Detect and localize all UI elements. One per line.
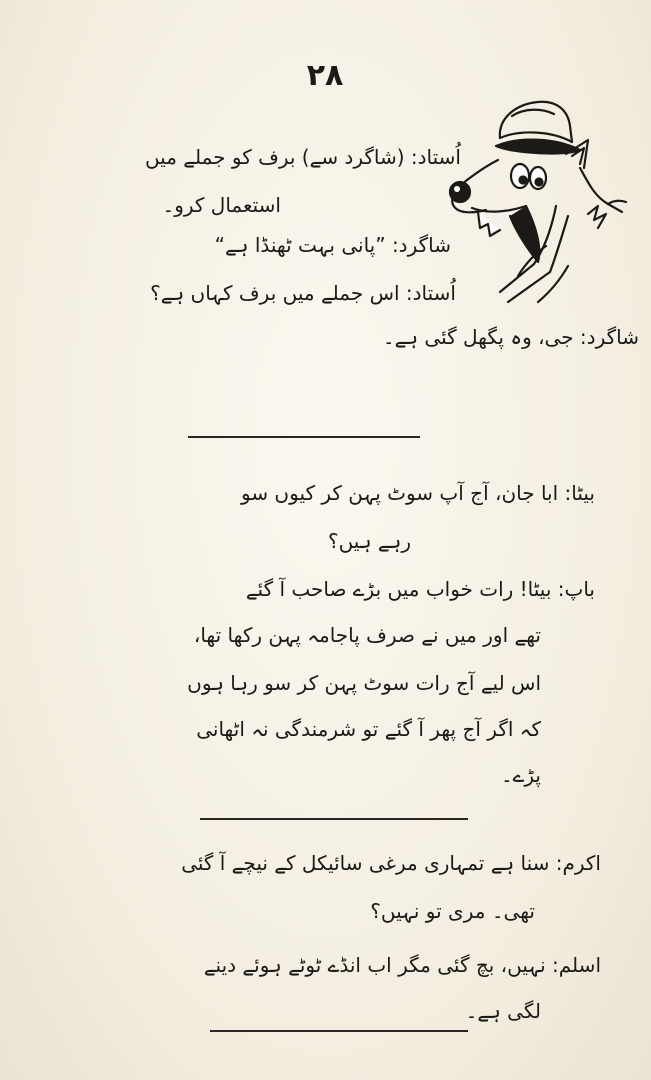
joke-1-line-4: اُستاد: اس جملے میں برف کہاں ہے؟ [150,281,456,305]
joke-3-line-1: اکرم: سنا ہے تمہاری مرغی سائیکل کے نیچے آ گئی [181,851,601,875]
joke-3-line-2: تھی۔ مری تو نہیں؟ [370,899,535,923]
joke-2-line-7: پڑے۔ [500,763,541,787]
divider-1 [188,436,420,438]
joke-2-line-5: اس لیے آج رات سوٹ پہن کر سو رہا ہوں [187,671,541,695]
joke-2-line-1: بیٹا: ابا جان، آج آپ سوٹ پہن کر کیوں سو [240,481,595,505]
page-number: ۲۸ [306,58,344,93]
joke-3-line-3: اسلم: نہیں، بچ گئی مگر اب انڈے ٹوٹے ہوئے دینے [203,953,601,977]
joke-1-line-1: اُستاد: (شاگرد سے) برف کو جملے میں [144,145,461,169]
joke-1-line-3: شاگرد: ”پانی بہت ٹھنڈا ہے“ [214,233,451,257]
divider-2 [200,818,468,820]
joke-2-line-6: کہ اگر آج پھر آ گئے تو شرمندگی نہ اٹھانی [196,717,541,741]
joke-3-line-4: لگی ہے۔ [465,999,541,1023]
joke-2-line-2: رہے ہیں؟ [327,529,411,553]
joke-2-line-4: تھے اور میں نے صرف پاجامہ پہن رکھا تھا، [193,623,541,647]
joke-1-line-5: شاگرد: جی، وہ پگھل گئی ہے۔ [382,325,639,349]
joke-1-line-2: استعمال کرو۔ [162,193,281,217]
divider-3 [210,1030,468,1032]
wolf-illustration [438,96,628,306]
joke-2-line-3: باپ: بیٹا! رات خواب میں بڑے صاحب آ گئے [245,577,595,601]
